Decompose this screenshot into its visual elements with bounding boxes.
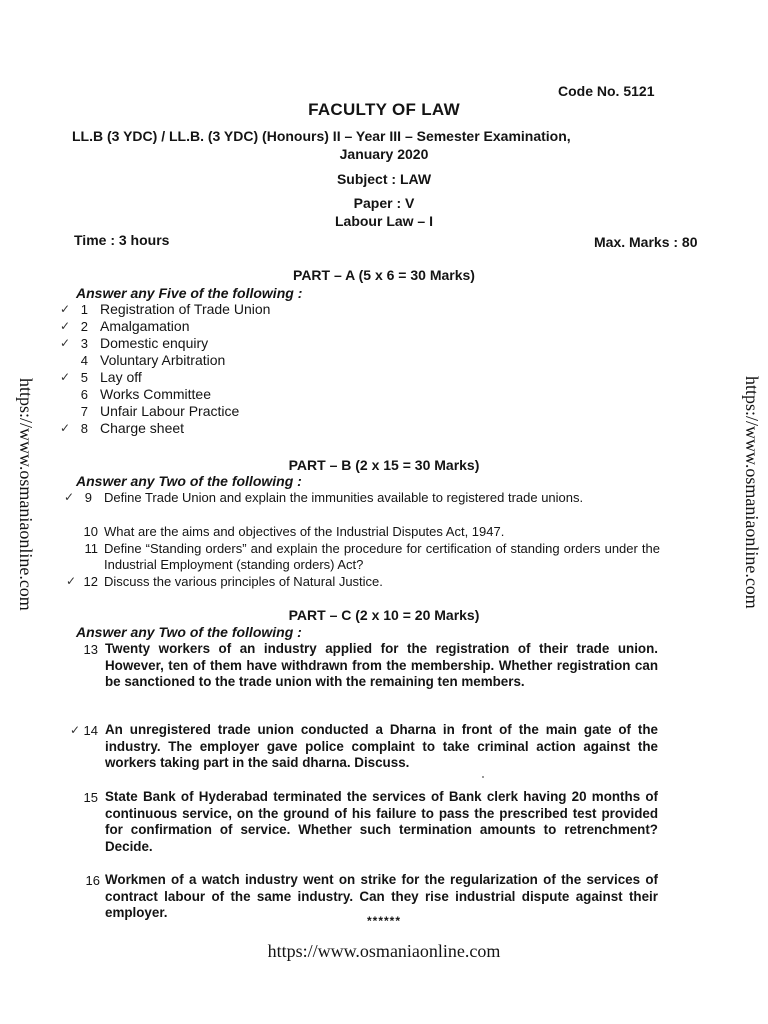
part-a-item-number: 1 xyxy=(80,302,88,317)
paper-line: Paper : V xyxy=(353,195,415,211)
question-text: What are the aims and objectives of the Industrial Disputes Act, 1947. xyxy=(104,524,505,539)
question-text: Workmen of a watch industry went on strike for the regularization of the services of contract labour of the same industry. Can they rise industrial dispute against their employer. xyxy=(105,872,658,920)
question-number: 9 xyxy=(84,490,92,505)
part-a-item-number: 2 xyxy=(80,319,88,334)
part-a-item: Lay off xyxy=(100,369,142,385)
tick-mark-icon: ✓ xyxy=(60,302,71,316)
tick-mark-icon: ✓ xyxy=(64,490,75,504)
tick-mark-icon: ✓ xyxy=(70,723,81,737)
part-a-item-number: 3 xyxy=(80,336,88,351)
part-a-item-number: 6 xyxy=(80,387,88,402)
tick-mark-icon: ✓ xyxy=(66,574,77,588)
part-a-item-number: 4 xyxy=(80,353,88,368)
end-marker: ****** xyxy=(366,914,402,928)
part-a-item-number: 5 xyxy=(80,370,88,385)
question-text: State Bank of Hyderabad terminated the services of Bank clerk having 20 months of continuous service, on the ground of his failure to pass the prescribed test provided for confirmation of service. Whether such termination amounts to retrenchment? Decide. xyxy=(105,789,658,854)
course-title: LL.B (3 YDC) / LL.B. (3 YDC) (Honours) II – Year III – Semester Examination, xyxy=(72,128,571,144)
part-c-instruction: Answer any Two of the following : xyxy=(76,624,302,640)
faculty-title: FACULTY OF LAW xyxy=(308,100,460,119)
question-text: Define “Standing orders” and explain the procedure for certification of standing orders under the Industrial Employment (standing orders) Act? xyxy=(104,541,660,572)
part-c-title: PART – C (2 x 10 = 20 Marks) xyxy=(288,607,480,623)
tick-mark-icon: ✓ xyxy=(60,319,71,333)
exam-date: January 2020 xyxy=(339,146,429,162)
question-number: 10 xyxy=(83,524,98,539)
part-b-title: PART – B (2 x 15 = 30 Marks) xyxy=(288,457,480,473)
part-a-item: Registration of Trade Union xyxy=(100,301,271,317)
question-number: 16 xyxy=(85,873,100,888)
question-number: 14 xyxy=(83,723,98,738)
question-text: Discuss the various principles of Natural Justice. xyxy=(104,574,383,589)
part-a-item: Amalgamation xyxy=(100,318,190,334)
question-number: 15 xyxy=(83,790,98,805)
question-number: 11 xyxy=(84,541,98,556)
question-text: Twenty workers of an industry applied for the registration of their trade union. However, ten of them have withdrawn from the membership. Whether registration can be sanctioned to the trade union with the remaining ten members. xyxy=(105,641,658,689)
footer-watermark: https://www.osmaniaonline.com xyxy=(267,941,501,961)
paper-title: Labour Law – I xyxy=(334,213,433,229)
code-number: Code No. 5121 xyxy=(558,83,655,99)
time-allowed: Time : 3 hours xyxy=(74,232,170,248)
part-a-item: Works Committee xyxy=(100,386,211,402)
question-number: 12 xyxy=(83,574,98,589)
question-number: 13 xyxy=(83,642,98,657)
tick-mark-icon: ✓ xyxy=(60,421,71,435)
part-a-instruction: Answer any Five of the following : xyxy=(76,285,303,301)
question-text: An unregistered trade union conducted a Dharna in front of the main gate of the industry. The employer gave police complaint to take criminal action against the workers taking part in the said dharna. Discuss. xyxy=(105,722,658,770)
tick-mark-icon: ✓ xyxy=(60,336,71,350)
part-a-item: Domestic enquiry xyxy=(100,335,209,351)
part-a-item: Charge sheet xyxy=(100,420,185,436)
side-watermark-left: https://www.osmaniaonline.com xyxy=(16,378,36,611)
side-watermark-right: https://www.osmaniaonline.com xyxy=(742,376,762,609)
max-marks: Max. Marks : 80 xyxy=(594,234,698,250)
question-text: Define Trade Union and explain the immunities available to registered trade unions. xyxy=(104,490,584,505)
part-b-instruction: Answer any Two of the following : xyxy=(76,473,302,489)
part-a-item-number: 8 xyxy=(80,421,88,436)
part-a-title: PART – A (5 x 6 = 30 Marks) xyxy=(293,267,475,283)
part-a-item-number: 7 xyxy=(80,404,88,419)
part-a-item: Voluntary Arbitration xyxy=(100,352,226,368)
tick-mark-icon: ✓ xyxy=(60,370,71,384)
subject-line: Subject : LAW xyxy=(336,171,432,187)
part-a-item: Unfair Labour Practice xyxy=(100,403,240,419)
stray-mark xyxy=(482,776,484,778)
